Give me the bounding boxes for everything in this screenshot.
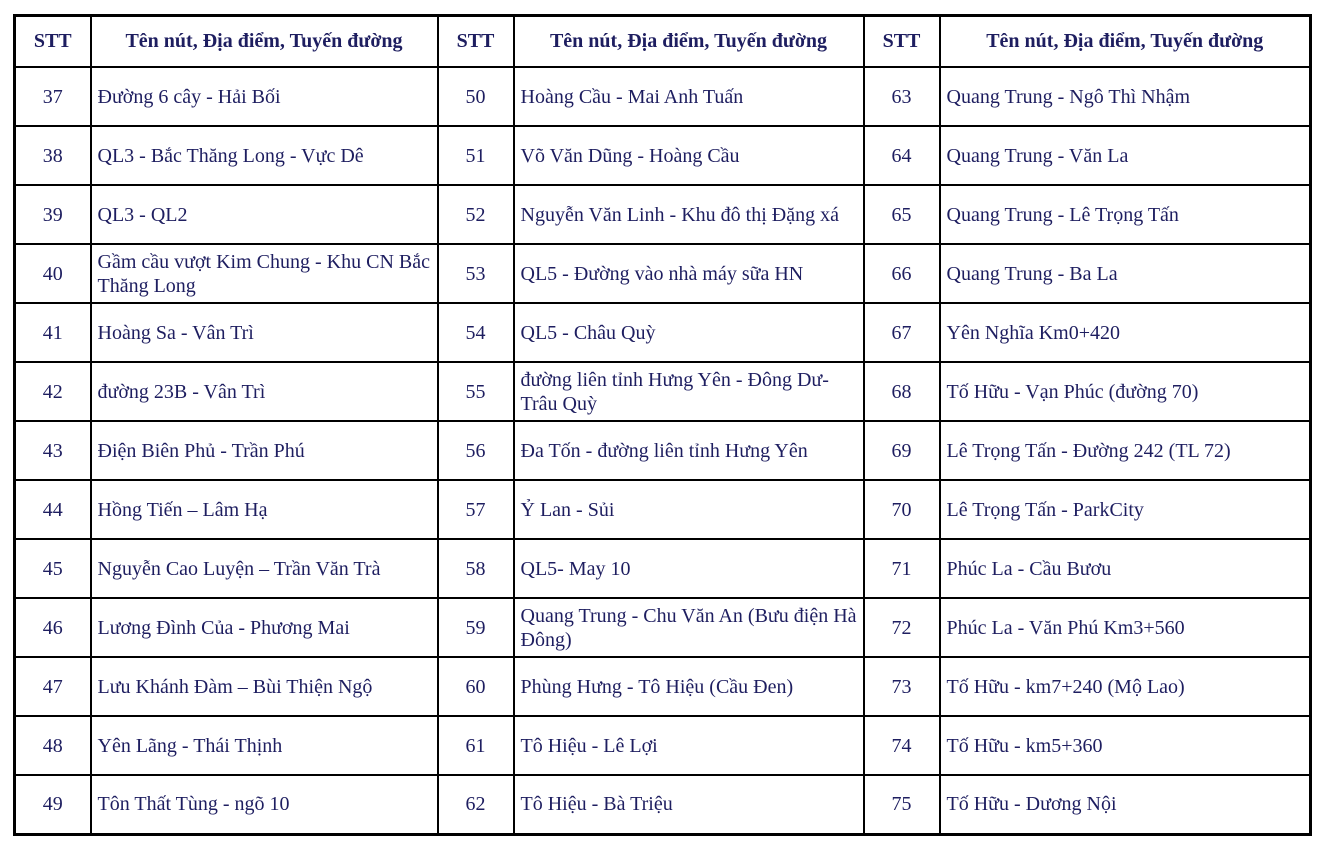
table-row: [15, 244, 1311, 303]
route-cell: Gầm cầu vượt Kim Chung - Khu CN Bắc Thăng Long: [91, 244, 438, 303]
table-row: [15, 185, 1311, 244]
route-cell: Tố Hữu - km7+240 (Mộ Lao): [940, 657, 1311, 716]
route-cell: Phúc La - Văn Phú Km3+560: [940, 598, 1311, 657]
route-cell: Ỷ Lan - Sủi: [514, 480, 864, 539]
table-row: [15, 421, 1311, 480]
route-cell: Quang Trung - Lê Trọng Tấn: [940, 185, 1311, 244]
table-row: [15, 303, 1311, 362]
route-header: Tên nút, Địa điểm, Tuyến đường: [91, 16, 438, 68]
stt-cell: 50: [438, 67, 514, 126]
stt-cell: 66: [864, 244, 940, 303]
route-header: Tên nút, Địa điểm, Tuyến đường: [940, 16, 1311, 68]
table-header: [15, 16, 1311, 68]
stt-cell: 64: [864, 126, 940, 185]
stt-cell: 74: [864, 716, 940, 775]
route-cell: Đường 6 cây - Hải Bối: [91, 67, 438, 126]
route-cell: Hồng Tiến – Lâm Hạ: [91, 480, 438, 539]
stt-cell: 59: [438, 598, 514, 657]
stt-cell: 47: [15, 657, 91, 716]
route-cell: Phúc La - Cầu Bươu: [940, 539, 1311, 598]
route-cell: QL5- May 10: [514, 539, 864, 598]
stt-cell: 45: [15, 539, 91, 598]
stt-cell: 55: [438, 362, 514, 421]
stt-cell: 49: [15, 775, 91, 834]
stt-cell: 57: [438, 480, 514, 539]
stt-cell: 42: [15, 362, 91, 421]
route-cell: Lê Trọng Tấn - Đường 242 (TL 72): [940, 421, 1311, 480]
table-row: [15, 716, 1311, 775]
stt-cell: 60: [438, 657, 514, 716]
stt-cell: 56: [438, 421, 514, 480]
stt-cell: 70: [864, 480, 940, 539]
route-cell: Lương Đình Của - Phương Mai: [91, 598, 438, 657]
route-cell: Nguyễn Văn Linh - Khu đô thị Đặng xá: [514, 185, 864, 244]
stt-cell: 52: [438, 185, 514, 244]
table-body: [15, 67, 1311, 834]
stt-header: STT: [864, 16, 940, 68]
route-cell: Nguyễn Cao Luyện – Trần Văn Trà: [91, 539, 438, 598]
stt-cell: 73: [864, 657, 940, 716]
route-cell: Lưu Khánh Đàm – Bùi Thiện Ngộ: [91, 657, 438, 716]
stt-cell: 54: [438, 303, 514, 362]
stt-cell: 69: [864, 421, 940, 480]
stt-cell: 72: [864, 598, 940, 657]
table-row: [15, 775, 1311, 834]
stt-cell: 68: [864, 362, 940, 421]
route-cell: Tố Hữu - Dương Nội: [940, 775, 1311, 834]
table-row: [15, 362, 1311, 421]
stt-cell: 53: [438, 244, 514, 303]
stt-cell: 40: [15, 244, 91, 303]
intersection-table: [13, 14, 1312, 836]
stt-cell: 75: [864, 775, 940, 834]
header-row: [15, 16, 1311, 68]
route-cell: Đa Tốn - đường liên tỉnh Hưng Yên: [514, 421, 864, 480]
table-row: [15, 539, 1311, 598]
intersection-list-document: [13, 14, 1312, 836]
table-row: [15, 126, 1311, 185]
stt-cell: 43: [15, 421, 91, 480]
stt-header: STT: [15, 16, 91, 68]
route-cell: QL3 - QL2: [91, 185, 438, 244]
route-cell: Tôn Thất Tùng - ngõ 10: [91, 775, 438, 834]
route-cell: Quang Trung - Văn La: [940, 126, 1311, 185]
route-header: Tên nút, Địa điểm, Tuyến đường: [514, 16, 864, 68]
stt-cell: 61: [438, 716, 514, 775]
route-cell: Điện Biên Phủ - Trần Phú: [91, 421, 438, 480]
route-cell: Quang Trung - Ba La: [940, 244, 1311, 303]
stt-cell: 71: [864, 539, 940, 598]
route-cell: QL5 - Châu Quỳ: [514, 303, 864, 362]
table-row: [15, 657, 1311, 716]
stt-cell: 48: [15, 716, 91, 775]
route-cell: Tố Hữu - km5+360: [940, 716, 1311, 775]
route-cell: đường liên tỉnh Hưng Yên - Đông Dư- Trâu Quỳ: [514, 362, 864, 421]
route-cell: Võ Văn Dũng - Hoàng Cầu: [514, 126, 864, 185]
route-cell: đường 23B - Vân Trì: [91, 362, 438, 421]
route-cell: Yên Lãng - Thái Thịnh: [91, 716, 438, 775]
route-cell: Yên Nghĩa Km0+420: [940, 303, 1311, 362]
stt-cell: 65: [864, 185, 940, 244]
route-cell: Tố Hữu - Vạn Phúc (đường 70): [940, 362, 1311, 421]
stt-cell: 51: [438, 126, 514, 185]
table-row: [15, 67, 1311, 126]
route-cell: Hoàng Sa - Vân Trì: [91, 303, 438, 362]
stt-cell: 63: [864, 67, 940, 126]
route-cell: QL5 - Đường vào nhà máy sữa HN: [514, 244, 864, 303]
route-cell: Phùng Hưng - Tô Hiệu (Cầu Đen): [514, 657, 864, 716]
stt-cell: 41: [15, 303, 91, 362]
stt-cell: 67: [864, 303, 940, 362]
stt-header: STT: [438, 16, 514, 68]
stt-cell: 58: [438, 539, 514, 598]
stt-cell: 44: [15, 480, 91, 539]
route-cell: Tô Hiệu - Lê Lợi: [514, 716, 864, 775]
route-cell: Quang Trung - Ngô Thì Nhậm: [940, 67, 1311, 126]
route-cell: Tô Hiệu - Bà Triệu: [514, 775, 864, 834]
route-cell: QL3 - Bắc Thăng Long - Vực Dê: [91, 126, 438, 185]
stt-cell: 37: [15, 67, 91, 126]
stt-cell: 46: [15, 598, 91, 657]
table-row: [15, 480, 1311, 539]
stt-cell: 62: [438, 775, 514, 834]
stt-cell: 39: [15, 185, 91, 244]
stt-cell: 38: [15, 126, 91, 185]
route-cell: Lê Trọng Tấn - ParkCity: [940, 480, 1311, 539]
route-cell: Quang Trung - Chu Văn An (Bưu điện Hà Đông): [514, 598, 864, 657]
route-cell: Hoàng Cầu - Mai Anh Tuấn: [514, 67, 864, 126]
table-row: [15, 598, 1311, 657]
